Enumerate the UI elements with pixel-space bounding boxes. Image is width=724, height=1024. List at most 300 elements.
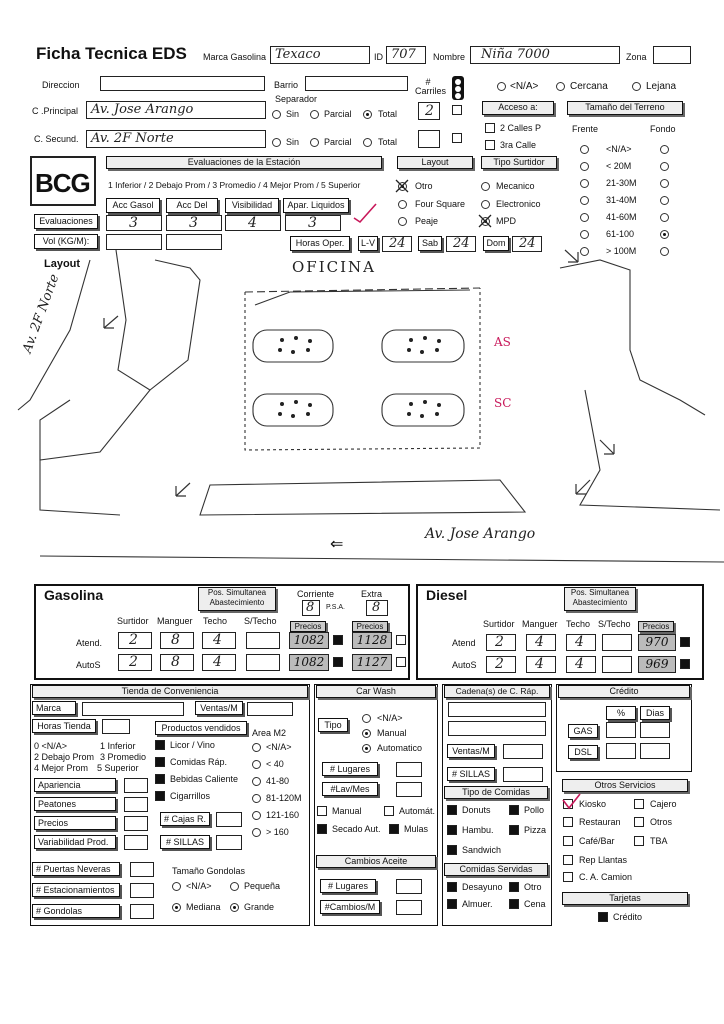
otros-label-5: TBA bbox=[650, 836, 668, 846]
cambios-header: Cambios Aceite bbox=[316, 855, 436, 868]
pump-dot bbox=[420, 414, 424, 418]
diesel-surtidor-field-0[interactable] bbox=[486, 634, 516, 651]
diesel-col-techo: Techo bbox=[566, 619, 591, 629]
prox-cercana-radio[interactable] bbox=[556, 82, 565, 91]
gasolina-price2-check-1[interactable] bbox=[396, 657, 406, 667]
terreno-option-label-2: 21-30M bbox=[606, 178, 637, 188]
credito-pct-label: % bbox=[606, 706, 636, 720]
gasolina-extra-field[interactable] bbox=[366, 600, 388, 616]
pump-dot bbox=[407, 412, 411, 416]
carwash-na-radio[interactable] bbox=[362, 714, 371, 723]
tienda-bottom-field-1[interactable] bbox=[130, 883, 154, 898]
tipo-sandwich-check[interactable] bbox=[447, 845, 457, 855]
carwash-manual-check[interactable] bbox=[317, 806, 327, 816]
tienda-prod-label-0: Licor / Vino bbox=[170, 740, 215, 750]
tienda-row-label-3: Variabilidad Prod. bbox=[34, 835, 116, 849]
gasolina-price1-check-1[interactable] bbox=[333, 657, 343, 667]
pump-dot bbox=[280, 402, 284, 406]
gasolina-price1-check-0[interactable] bbox=[333, 635, 343, 645]
gasolina-col-techo: Techo bbox=[203, 616, 228, 626]
tienda-row-label-0: Apariencia bbox=[34, 778, 116, 792]
diesel-simultanea: Pos. Simultanea Abastecimiento bbox=[564, 587, 636, 611]
gasolina-manguer-field-1[interactable] bbox=[160, 654, 194, 671]
tienda-area-radio-1[interactable] bbox=[252, 760, 261, 769]
otros-check-6[interactable] bbox=[563, 855, 573, 865]
principal-field[interactable] bbox=[86, 101, 266, 119]
gasolina-corriente-value: 8 bbox=[306, 600, 315, 615]
gasolina-price1-0[interactable]: 1082 bbox=[289, 632, 329, 649]
tienda-prod-check-1[interactable] bbox=[155, 757, 165, 767]
principal-parcial-label: Parcial bbox=[324, 109, 352, 119]
terreno-option-label-4: 41-60M bbox=[606, 212, 637, 222]
tienda-bottom-label-0: # Puertas Neveras bbox=[32, 862, 120, 876]
diesel-row-label-0: Atend bbox=[452, 638, 476, 648]
gasolina-psa-label: P.S.A. bbox=[326, 604, 345, 611]
tienda-scale-0: 0 <N/A> bbox=[34, 741, 68, 751]
diesel-col-stecho: S/Techo bbox=[598, 619, 631, 629]
credito-header: Crédito bbox=[558, 685, 690, 698]
carwash-lav-field[interactable] bbox=[396, 782, 422, 797]
cadena-ventas-field[interactable] bbox=[503, 744, 543, 759]
eval-liquidos-value: 3 bbox=[308, 215, 317, 231]
mark-sc: SC bbox=[494, 396, 512, 410]
secundaria-sin-label: Sin bbox=[286, 137, 300, 147]
cadena-field-1[interactable] bbox=[448, 702, 546, 717]
gasolina-price1-1[interactable]: 1082 bbox=[289, 654, 329, 671]
carwash-automat-check[interactable] bbox=[384, 806, 394, 816]
traffic-light-icon bbox=[448, 74, 468, 104]
eval-visibilidad-field[interactable] bbox=[225, 215, 281, 231]
layout-section-label: Layout bbox=[44, 258, 81, 270]
tipo-donuts-label: Donuts bbox=[462, 805, 491, 815]
tienda-scale-5: 5 Superior bbox=[97, 763, 139, 773]
tienda-header: Tienda de Conveniencia bbox=[32, 685, 308, 698]
tienda-area-radio-0[interactable] bbox=[252, 743, 261, 752]
secundaria-check[interactable] bbox=[452, 133, 462, 143]
carwash-tipo-label: Tipo bbox=[318, 718, 348, 732]
tienda-bottom-label-2: # Gondolas bbox=[32, 904, 120, 918]
servidas-almuer-check[interactable] bbox=[447, 899, 457, 909]
tienda-area-radio-2[interactable] bbox=[252, 777, 261, 786]
tienda-area-label-4: 121-160 bbox=[266, 810, 300, 820]
carwash-automat-check-label: Automát. bbox=[399, 806, 436, 816]
horas-label: Horas Oper. bbox=[290, 236, 350, 251]
secundaria-parcial-label: Parcial bbox=[324, 137, 352, 147]
tienda-area-radio-4[interactable] bbox=[252, 811, 261, 820]
eval-visibilidad-value: 4 bbox=[248, 215, 257, 231]
sketch-arrow-icon: ⇐ bbox=[330, 536, 344, 553]
street-left-label: Av. 2F Norte bbox=[20, 272, 63, 356]
tienda-area-label-5: > 160 bbox=[266, 827, 289, 837]
terreno-frente-radio-0[interactable] bbox=[580, 145, 589, 154]
tienda-area-radio-3[interactable] bbox=[252, 794, 261, 803]
terreno-frente-radio-1[interactable] bbox=[580, 162, 589, 171]
id-field[interactable] bbox=[386, 46, 426, 64]
terreno-fondo-radio-3[interactable] bbox=[660, 196, 669, 205]
tipo-donuts-check[interactable] bbox=[447, 805, 457, 815]
credito-gas-pct[interactable] bbox=[606, 722, 636, 738]
tienda-bottom-field-0[interactable] bbox=[130, 862, 154, 877]
diesel-stecho-field-0[interactable] bbox=[602, 634, 632, 651]
brand-value: Texaco bbox=[275, 47, 321, 62]
otros-label-6: Rep Llantas bbox=[579, 855, 628, 865]
tipo-pollo-label: Pollo bbox=[524, 805, 545, 815]
tienda-prod-check-3[interactable] bbox=[155, 791, 165, 801]
tienda-ventas-field[interactable] bbox=[247, 702, 293, 716]
gasolina-techo-value-0: 4 bbox=[213, 632, 222, 648]
eval-liquidos-field[interactable] bbox=[285, 215, 341, 231]
surtidor-electronico-radio[interactable] bbox=[481, 200, 490, 209]
tipo-sandwich-label: Sandwich bbox=[462, 845, 502, 855]
pump-dot bbox=[306, 412, 310, 416]
diesel-manguer-field-0[interactable] bbox=[526, 634, 556, 651]
kiosko-red-mark bbox=[560, 792, 582, 812]
otros-check-7[interactable] bbox=[563, 872, 573, 882]
diesel-price-check-0[interactable] bbox=[680, 637, 690, 647]
secundaria-total-label: Total bbox=[378, 137, 398, 147]
eval-row-label: Evaluaciones bbox=[34, 214, 98, 229]
tarjetas-header: Tarjetas bbox=[562, 892, 688, 905]
principal-total-label: Total bbox=[378, 109, 398, 119]
diesel-manguer-value-0: 4 bbox=[535, 634, 544, 650]
cadena-sillas-field[interactable] bbox=[503, 767, 543, 782]
eval-acc-gasol-field[interactable] bbox=[106, 215, 162, 231]
diesel-techo-value-0: 4 bbox=[575, 634, 584, 650]
tienda-bottom-field-2[interactable] bbox=[130, 904, 154, 919]
layout-peaje-radio[interactable] bbox=[398, 217, 407, 226]
tipo-pizza-label: Pizza bbox=[524, 825, 547, 835]
carriles-value: 2 bbox=[425, 103, 434, 119]
barrio-field[interactable] bbox=[305, 76, 408, 91]
eval-acc-del-field[interactable] bbox=[166, 215, 222, 231]
brand-field[interactable] bbox=[270, 46, 370, 64]
separador-label: Separador bbox=[275, 94, 318, 104]
servidas-cena-label: Cena bbox=[524, 899, 546, 909]
gasolina-title: Gasolina bbox=[44, 587, 104, 603]
gond-pequena-radio[interactable] bbox=[230, 882, 239, 891]
tienda-marca-label: Marca bbox=[32, 701, 76, 715]
principal-sin-label: Sin bbox=[286, 109, 300, 119]
carwash-auto-label: Automatico bbox=[377, 743, 423, 753]
surtidor-header: Tipo Surtidor bbox=[481, 156, 557, 169]
tienda-row-field-2[interactable] bbox=[124, 816, 148, 831]
otros-label-2: Restauran bbox=[579, 817, 621, 827]
servidas-header: Comidas Servidas bbox=[444, 863, 548, 876]
tipo-hambu-check[interactable] bbox=[447, 825, 457, 835]
cadena-field-2[interactable] bbox=[448, 721, 546, 736]
prox-na-radio[interactable] bbox=[497, 82, 506, 91]
gasolina-stecho-field-0[interactable] bbox=[246, 632, 280, 649]
diesel-surtidor-value-1: 2 bbox=[495, 656, 504, 672]
layout-header: Layout bbox=[397, 156, 473, 169]
diesel-price-0[interactable]: 970 bbox=[638, 634, 676, 651]
diesel-techo-field-0[interactable] bbox=[566, 634, 596, 651]
pump-dot bbox=[420, 350, 424, 354]
tienda-row-field-1[interactable] bbox=[124, 797, 148, 812]
otros-check-2[interactable] bbox=[563, 817, 573, 827]
terreno-fondo-radio-5[interactable] bbox=[660, 230, 669, 239]
carwash-lugares-label: # Lugares bbox=[322, 762, 378, 776]
layout-foursquare-label: Four Square bbox=[415, 199, 466, 209]
gasolina-surtidor-field-0[interactable] bbox=[118, 632, 152, 649]
tienda-horas-field[interactable] bbox=[102, 719, 130, 734]
secundaria-parcial-radio[interactable] bbox=[310, 138, 319, 147]
site-sketch bbox=[0, 240, 724, 590]
surtidor-electronico-label: Electronico bbox=[496, 199, 541, 209]
tienda-cajas-field[interactable] bbox=[216, 812, 242, 827]
diesel-stecho-field-1[interactable] bbox=[602, 656, 632, 673]
prox-lejana-radio[interactable] bbox=[632, 82, 641, 91]
secundaria-sin-radio[interactable] bbox=[272, 138, 281, 147]
cadena-ventas-label: Ventas/M bbox=[447, 744, 495, 758]
terreno-frente-radio-2[interactable] bbox=[580, 179, 589, 188]
horas-sab-label: Sab bbox=[418, 236, 442, 251]
gasolina-price2-check-0[interactable] bbox=[396, 635, 406, 645]
terreno-fondo-radio-0[interactable] bbox=[660, 145, 669, 154]
name-label: Nombre bbox=[433, 52, 466, 62]
gond-na-label: <N/A> bbox=[186, 881, 212, 891]
terreno-fondo-radio-4[interactable] bbox=[660, 213, 669, 222]
prox-na-label: <N/A> bbox=[510, 81, 539, 92]
gasolina-manguer-value-1: 8 bbox=[171, 654, 180, 670]
carriles-check[interactable] bbox=[452, 105, 462, 115]
eval-acc-del-value: 3 bbox=[189, 215, 198, 231]
terreno-option-label-5: 61-100 bbox=[606, 229, 635, 239]
acceso-header: Acceso a: bbox=[482, 101, 554, 115]
otros-label-3: Otros bbox=[650, 817, 673, 827]
surtidor-mecanico-label: Mecanico bbox=[496, 181, 535, 191]
diesel-techo-field-1[interactable] bbox=[566, 656, 596, 673]
name-value: Niña 7000 bbox=[481, 47, 550, 62]
diesel-col-manguer: Manguer bbox=[522, 619, 558, 629]
terreno-fondo-radio-1[interactable] bbox=[660, 162, 669, 171]
carriles-label: # Carriles bbox=[415, 77, 447, 96]
gasolina-corriente-field[interactable] bbox=[302, 600, 320, 616]
carwash-header: Car Wash bbox=[316, 685, 436, 698]
gasolina-corriente-label: Corriente bbox=[297, 589, 335, 599]
tarjetas-credito-label: Crédito bbox=[613, 912, 643, 922]
name-field[interactable] bbox=[470, 46, 620, 64]
bcg-logo bbox=[30, 156, 96, 206]
horas-lv-value: 24 bbox=[389, 236, 406, 251]
servidas-otro-check[interactable] bbox=[509, 882, 519, 892]
layout-otro-cross-mark bbox=[394, 178, 410, 194]
diesel-surtidor-field-1[interactable] bbox=[486, 656, 516, 673]
terreno-header: Tamaño del Terreno bbox=[567, 101, 683, 115]
eval-liquidos-header: Apar. Liquidos bbox=[283, 198, 349, 213]
terreno-fondo-label: Fondo bbox=[650, 124, 676, 134]
mark-as: AS bbox=[494, 335, 511, 349]
gasolina-manguer-value-0: 8 bbox=[171, 632, 180, 648]
terreno-frente-radio-3[interactable] bbox=[580, 196, 589, 205]
tienda-row-label-2: Precios bbox=[34, 816, 116, 830]
tienda-bottom-label-1: # Estacionamientos bbox=[32, 883, 120, 897]
cambios-lugares-field[interactable] bbox=[396, 879, 422, 894]
diesel-price-check-1[interactable] bbox=[680, 659, 690, 669]
diesel-price-1[interactable]: 969 bbox=[638, 656, 676, 673]
otros-check-5[interactable] bbox=[634, 836, 644, 846]
secundaria-field[interactable] bbox=[86, 130, 266, 148]
diesel-surtidor-value-0: 2 bbox=[495, 634, 504, 650]
tienda-prod-label-3: Cigarrillos bbox=[170, 791, 211, 801]
pump-dot bbox=[437, 339, 441, 343]
pump-dot bbox=[435, 412, 439, 416]
secundaria-extra-field[interactable] bbox=[418, 130, 440, 148]
tipo-pollo-check[interactable] bbox=[509, 805, 519, 815]
horas-dom-value: 24 bbox=[519, 236, 536, 251]
carwash-secado-check[interactable] bbox=[317, 824, 327, 834]
tienda-row-label-1: Peatones bbox=[34, 797, 116, 811]
credito-gas-dias[interactable] bbox=[640, 722, 670, 738]
tienda-marca-field[interactable] bbox=[82, 702, 184, 716]
pump-dot bbox=[294, 400, 298, 404]
carwash-manual-label: Manual bbox=[377, 728, 407, 738]
principal-parcial-radio[interactable] bbox=[310, 110, 319, 119]
layout-peaje-label: Peaje bbox=[415, 216, 439, 226]
terreno-frente-label: Frente bbox=[572, 124, 599, 134]
tienda-sillas-label: # SILLAS bbox=[160, 835, 210, 849]
pump-dot bbox=[306, 348, 310, 352]
tienda-cajas-label: # Cajas R. bbox=[160, 812, 210, 826]
pump-dot bbox=[423, 400, 427, 404]
tienda-scale-4: 4 Mejor Prom bbox=[34, 763, 89, 773]
cadena-sillas-label: # SILLAS bbox=[447, 767, 495, 781]
gasolina-simultanea: Pos. Simultanea Abastecimiento bbox=[198, 587, 276, 611]
eval-acc-gasol-value: 3 bbox=[129, 215, 138, 231]
tienda-area-label-2: 41-80 bbox=[266, 776, 290, 786]
tarjetas-credito-check[interactable] bbox=[598, 912, 608, 922]
pump-dot bbox=[291, 350, 295, 354]
id-label: ID bbox=[374, 52, 383, 62]
terreno-option-label-1: < 20M bbox=[606, 161, 632, 171]
credito-dias-label: Dias bbox=[640, 706, 670, 720]
page-title: Ficha Tecnica EDS bbox=[36, 44, 187, 63]
cambios-mes-field[interactable] bbox=[396, 900, 422, 915]
principal-sin-radio[interactable] bbox=[272, 110, 281, 119]
tienda-productos-header: Productos vendidos bbox=[155, 721, 247, 735]
gond-grande-label: Grande bbox=[244, 902, 275, 912]
gasolina-price2-0[interactable]: 1128 bbox=[352, 632, 392, 649]
gond-mediana-radio[interactable] bbox=[172, 903, 181, 912]
cambios-mes-label: #Cambios/M bbox=[320, 900, 380, 914]
pump-dot bbox=[278, 348, 282, 352]
gasolina-extra-label: Extra bbox=[361, 589, 383, 599]
layout-otro-label: Otro bbox=[415, 181, 433, 191]
tienda-prod-label-1: Comidas Ráp. bbox=[170, 757, 228, 767]
tipo-pizza-check[interactable] bbox=[509, 825, 519, 835]
surtidor-mecanico-radio[interactable] bbox=[481, 182, 490, 191]
otros-check-1[interactable] bbox=[634, 799, 644, 809]
tienda-scale-3: 3 Promedio bbox=[100, 752, 147, 762]
cadena-header: Cadena(s) de C. Ráp. bbox=[444, 685, 550, 698]
credito-dsl-dias[interactable] bbox=[640, 743, 670, 759]
otros-check-3[interactable] bbox=[634, 817, 644, 827]
horas-dom-label: Dom bbox=[483, 236, 509, 251]
gasolina-stecho-field-1[interactable] bbox=[246, 654, 280, 671]
bcg-logo-text: BCG bbox=[35, 168, 90, 198]
carwash-manual-radio[interactable] bbox=[362, 729, 371, 738]
carwash-manual-check-label: Manual bbox=[332, 806, 362, 816]
credito-dsl-label: DSL bbox=[568, 745, 598, 759]
carwash-auto-radio[interactable] bbox=[362, 744, 371, 753]
tienda-row-field-3[interactable] bbox=[124, 835, 148, 850]
tienda-prod-check-2[interactable] bbox=[155, 774, 165, 784]
gasolina-col-manguer: Manguer bbox=[157, 616, 193, 626]
pump-dot bbox=[409, 402, 413, 406]
tienda-horas-label: Horas Tienda bbox=[32, 719, 96, 733]
diesel-col-surtidor: Surtidor bbox=[483, 619, 515, 629]
servidas-otro-label: Otro bbox=[524, 882, 542, 892]
secundaria-label: C. Secund. bbox=[34, 134, 79, 144]
credito-dsl-pct[interactable] bbox=[606, 743, 636, 759]
layout-foursquare-radio[interactable] bbox=[398, 200, 407, 209]
tienda-row-field-0[interactable] bbox=[124, 778, 148, 793]
gasolina-techo-field-1[interactable] bbox=[202, 654, 236, 671]
gond-grande-radio[interactable] bbox=[230, 903, 239, 912]
pump-dot bbox=[435, 348, 439, 352]
tienda-area-label-1: < 40 bbox=[266, 759, 284, 769]
principal-label: C .Principal bbox=[32, 106, 79, 116]
brand-label: Marca Gasolina bbox=[203, 52, 267, 62]
oficina-label: OFICINA bbox=[292, 258, 376, 276]
diesel-title: Diesel bbox=[426, 587, 468, 603]
servidas-desayuno-label: Desayuno bbox=[462, 882, 503, 892]
barrio-label: Barrio bbox=[274, 80, 299, 90]
tienda-area-radio-5[interactable] bbox=[252, 828, 261, 837]
secundaria-total-radio[interactable] bbox=[363, 138, 372, 147]
carriles-field[interactable] bbox=[418, 102, 440, 120]
tienda-sillas-field[interactable] bbox=[216, 835, 242, 850]
gond-na-radio[interactable] bbox=[172, 882, 181, 891]
terreno-fondo-radio-2[interactable] bbox=[660, 179, 669, 188]
diesel-manguer-field-1[interactable] bbox=[526, 656, 556, 673]
pump-dot bbox=[423, 336, 427, 340]
tienda-ventas-label: Ventas/M bbox=[195, 701, 243, 715]
carwash-na-label: <N/A> bbox=[377, 713, 403, 723]
carwash-mulas-check[interactable] bbox=[389, 824, 399, 834]
credito-gas-label: GAS bbox=[568, 724, 598, 738]
horas-sab-value: 24 bbox=[453, 236, 470, 251]
carwash-lugares-field[interactable] bbox=[396, 762, 422, 777]
otros-label-0: Kiosko bbox=[579, 799, 607, 809]
acceso-2calles-check[interactable] bbox=[485, 123, 495, 133]
principal-total-radio[interactable] bbox=[363, 110, 372, 119]
tienda-scale-1: 1 Inferior bbox=[100, 741, 136, 751]
gasolina-col-stecho: S/Techo bbox=[244, 616, 277, 626]
terreno-frente-radio-5[interactable] bbox=[580, 230, 589, 239]
gasolina-row-label-1: AutoS bbox=[76, 660, 101, 670]
otros-label-4: Café/Bar bbox=[579, 836, 615, 846]
zone-field[interactable] bbox=[653, 46, 691, 64]
terreno-frente-radio-4[interactable] bbox=[580, 213, 589, 222]
tienda-area-label-0: <N/A> bbox=[266, 742, 292, 752]
servidas-desayuno-check[interactable] bbox=[447, 882, 457, 892]
gasolina-manguer-field-0[interactable] bbox=[160, 632, 194, 649]
acceso-3racalle-label: 3ra Calle bbox=[500, 140, 537, 150]
otros-check-4[interactable] bbox=[563, 836, 573, 846]
pump-dot bbox=[437, 403, 441, 407]
tienda-prod-check-0[interactable] bbox=[155, 740, 165, 750]
gasolina-techo-field-0[interactable] bbox=[202, 632, 236, 649]
direccion-field[interactable] bbox=[100, 76, 265, 91]
gasolina-surtidor-value-1: 2 bbox=[129, 654, 138, 670]
acceso-3racalle-check[interactable] bbox=[485, 140, 495, 150]
servidas-cena-check[interactable] bbox=[509, 899, 519, 909]
acceso-2calles-label: 2 Calles P bbox=[500, 123, 542, 133]
gasolina-surtidor-field-1[interactable] bbox=[118, 654, 152, 671]
gasolina-price2-1[interactable]: 1127 bbox=[352, 654, 392, 671]
vol-label: Vol (KG/M): bbox=[34, 234, 98, 249]
